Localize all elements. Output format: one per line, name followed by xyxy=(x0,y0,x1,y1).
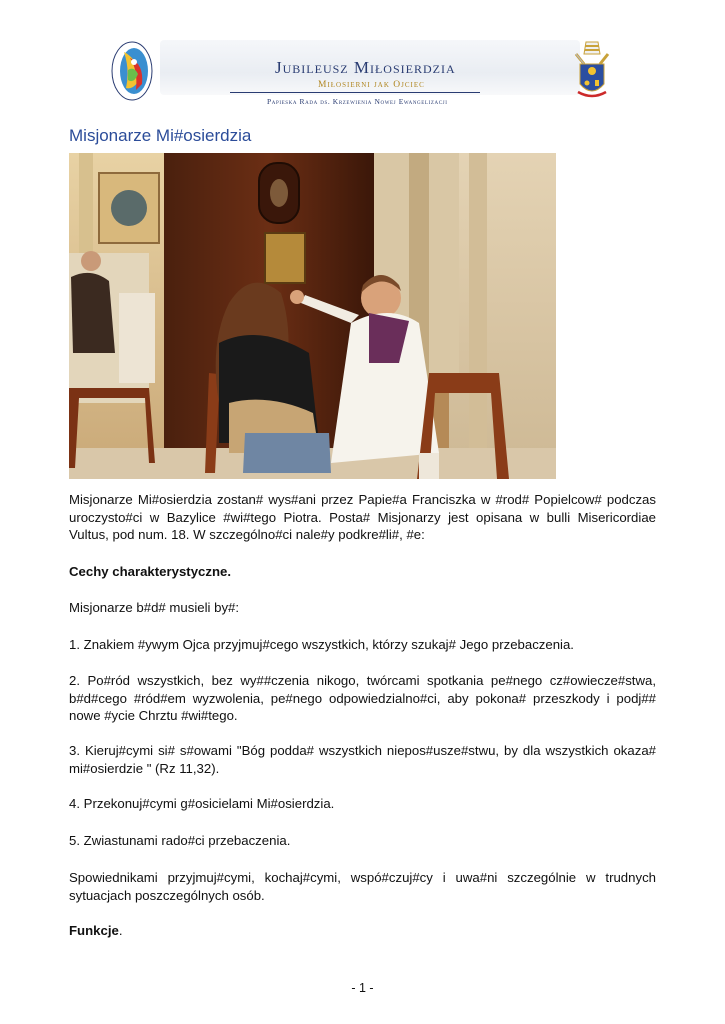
page-number: - 1 - xyxy=(351,981,374,995)
page-title: Misjonarze Mi#osierdzia xyxy=(69,126,252,145)
feature-item-3: 3. Kieruj#cymi si# s#owami "Bóg podda# wszystkich niepos#usze#stwu, by dla wszystkich okaza# mi#osierdzie " (Rz 11,32). xyxy=(69,743,656,776)
functions-heading: Funkcje xyxy=(69,923,119,938)
papal-coat-of-arms xyxy=(570,38,614,104)
functions-heading-dot: . xyxy=(118,923,123,938)
confessors-paragraph: Spowiednikami przyjmuj#cymi, kochaj#cymi, wspó#czuj#cy i uwa#ni szczególnie w trudnych sytuacjach poszczególnych osób. xyxy=(69,870,656,903)
intro-paragraph: Misjonarze Mi#osierdzia zostan# wys#ani przez Papie#a Franciszka w #rod# Popielcow# podczas uroczysto#ci w Bazylice #wi#tego Piotra. Posta# Misjonarzy jest opisana w bulli Misericordiae Vultus, pod num. 18. W szczególno#ci nale#y podkre#li#, #e: xyxy=(69,492,656,542)
feature-item-2: 2. Po#ród wszystkich, bez wy##czenia nikogo, twórcami spotkania pe#nego cz#owiecze#stwa, b#d#cego #ród#em wyzwolenia, pe#nego odpowiedzialno#ci, aby pokona# przeszkody i podj## nowe #ycie Chrztu #wi#tego. xyxy=(69,673,656,723)
confession-photo xyxy=(69,153,556,479)
banner-title: Jubileusz Miłosierdzia xyxy=(275,58,456,77)
feature-item-4: 4. Przekonuj#cymi g#osicielami Mi#osierdzia. xyxy=(69,796,335,811)
functions-heading-line xyxy=(69,922,656,940)
features-lead: Misjonarze b#d# musieli by#: xyxy=(69,600,240,615)
feature-item-1: 1. Znakiem #ywym Ojca przyjmuj#cego wszystkich, którzy szukaj# Jego przebaczenia. xyxy=(69,637,574,652)
feature-item-5: 5. Zwiastunami rado#ci przebaczenia. xyxy=(69,833,291,848)
banner-subtitle: Miłosierni jak Ojciec xyxy=(318,80,425,90)
jubilee-banner xyxy=(100,30,630,120)
banner-divider xyxy=(230,92,480,93)
jubilee-logo xyxy=(110,40,154,102)
banner-council: Papieska Rada ds. Krzewienia Nowej Ewangelizacji xyxy=(267,97,448,106)
features-heading: Cechy charakterystyczne. xyxy=(69,564,232,579)
